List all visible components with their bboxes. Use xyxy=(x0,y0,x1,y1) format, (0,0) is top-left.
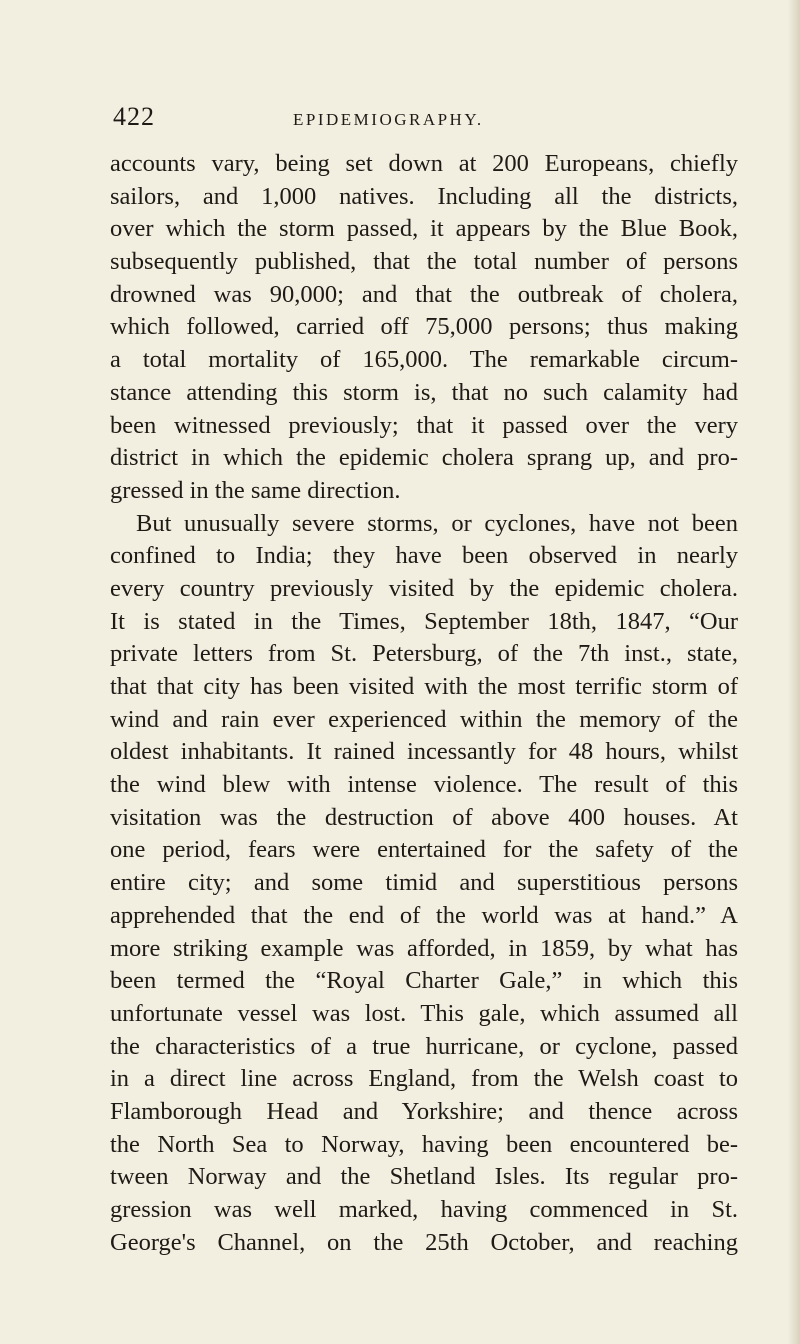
paragraph-end-line: gressed in the same direction. xyxy=(110,476,401,504)
text-line: entire city; and some timid and superstitious persons xyxy=(110,869,738,897)
text-line: wind and rain ever experienced within the memory of the xyxy=(110,705,738,733)
page-header xyxy=(113,100,673,140)
text-line: which followed, carried off 75,000 persons; thus making xyxy=(110,313,738,341)
text-line: the wind blew with intense violence. The result of this xyxy=(110,771,738,799)
text-line: been termed the “Royal Charter Gale,” in which this xyxy=(110,967,738,995)
text-line: accounts vary, being set down at 200 Europeans, chiefly xyxy=(110,150,738,177)
text-line: It is stated in the Times, September 18th, 1847, “Our xyxy=(110,607,738,635)
text-line: tween Norway and the Shetland Isles. Its regular pro- xyxy=(110,1163,738,1191)
text-line: confined to India; they have been observed in nearly xyxy=(110,542,738,570)
text-line: that that city has been visited with the most terrific storm of xyxy=(110,673,738,700)
text-line: more striking example was afforded, in 1859, by what has xyxy=(110,934,738,962)
body-text xyxy=(110,148,738,1259)
text-line: the characteristics of a true hurricane, or cyclone, passed xyxy=(110,1032,738,1060)
text-line: been witnessed previously; that it passed over the very xyxy=(110,411,738,439)
text-line: subsequently published, that the total number of persons xyxy=(110,248,738,276)
text-line: the North Sea to Norway, having been encountered be- xyxy=(110,1130,738,1158)
text-line: district in which the epidemic cholera sprang up, and pro- xyxy=(110,444,738,472)
text-line: gression was well marked, having commenced in St. xyxy=(110,1196,738,1223)
page-edge-shadow xyxy=(788,0,800,1344)
text-line: every country previously visited by the epidemic cholera. xyxy=(110,574,738,602)
text-line: drowned was 90,000; and that the outbreak of cholera, xyxy=(110,280,738,308)
text-line: George's Channel, on the 25th October, and reaching xyxy=(110,1228,738,1256)
text-line: in a direct line across England, from the Welsh coast to xyxy=(110,1065,738,1093)
page-number: 422 xyxy=(113,102,155,131)
text-line: one period, fears were entertained for the safety of the xyxy=(110,836,738,864)
text-line: private letters from St. Petersburg, of the 7th inst., state, xyxy=(110,640,738,668)
paragraph-start-line: But unusually severe storms, or cyclones, have not been xyxy=(136,509,738,537)
running-head: EPIDEMIOGRAPHY. xyxy=(293,110,484,129)
text-line: over which the storm passed, it appears by the Blue Book, xyxy=(110,215,738,243)
text-line: apprehended that the end of the world was at hand.” A xyxy=(110,901,738,929)
text-line: a total mortality of 165,000. The remarkable circum- xyxy=(110,346,738,374)
text-line: stance attending this storm is, that no such calamity had xyxy=(110,378,738,406)
text-line: visitation was the destruction of above 400 houses. At xyxy=(110,803,738,831)
text-line: Flamborough Head and Yorkshire; and thence across xyxy=(110,1097,738,1125)
text-line: sailors, and 1,000 natives. Including all the districts, xyxy=(110,182,738,210)
text-line: unfortunate vessel was lost. This gale, which assumed all xyxy=(110,999,738,1027)
text-line: oldest inhabitants. It rained incessantly for 48 hours, whilst xyxy=(110,738,738,766)
